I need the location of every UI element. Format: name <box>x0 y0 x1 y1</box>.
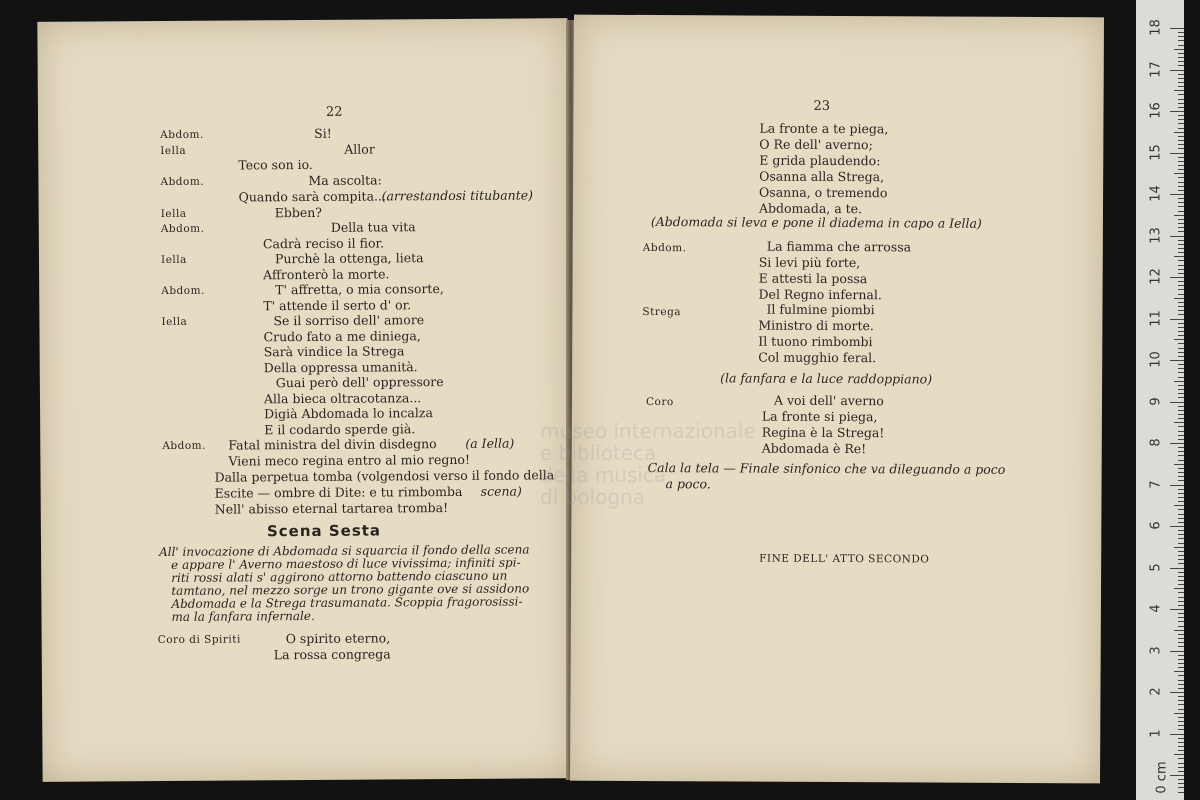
ruler-tick <box>1178 144 1184 145</box>
ruler-tick <box>1178 414 1184 415</box>
verse-line: Della tua vita <box>330 219 416 235</box>
speaker-label: Iella <box>161 315 188 329</box>
speaker-label: Coro <box>645 395 674 409</box>
ruler-tick <box>1178 543 1184 544</box>
verse-line: A voi dell' averno <box>773 392 884 409</box>
ruler-tick <box>1178 667 1184 668</box>
ruler-tick <box>1174 339 1184 340</box>
ruler-tick <box>1178 45 1184 46</box>
stage-note: (arrestandosi titubante) <box>381 187 534 204</box>
ruler-tick <box>1178 472 1184 473</box>
ruler-number: 12 <box>1148 268 1164 285</box>
ruler-tick <box>1178 725 1184 726</box>
ruler-tick <box>1178 103 1184 104</box>
ruler-tick <box>1178 435 1184 436</box>
verse-line: Teco son io. <box>238 156 313 173</box>
ruler-tick <box>1178 123 1184 124</box>
ruler-tick <box>1178 597 1184 598</box>
ruler-tick <box>1178 82 1184 83</box>
verse-line: Osanna alla Strega, <box>759 168 885 185</box>
watermark-line: museo internazionale <box>540 419 756 443</box>
ruler-tick <box>1178 348 1184 349</box>
ruler-tick <box>1170 236 1184 237</box>
ruler-number: 16 <box>1148 102 1164 119</box>
verse-line: Si levi più forte, <box>758 254 861 271</box>
ruler-tick <box>1178 626 1184 627</box>
ruler-number: 14 <box>1148 185 1164 202</box>
speaker-label: Abdom. <box>160 222 205 236</box>
ruler-tick <box>1174 671 1184 672</box>
ruler-tick <box>1178 696 1184 697</box>
ruler-tick <box>1178 32 1184 33</box>
speaker-label: Abdom. <box>160 128 204 142</box>
stage-direction-line: tamtano, nel mezzo sorge un trono gigante ove si assidono <box>171 581 530 598</box>
verse-line: Il fulmine piombi <box>766 301 875 318</box>
measurement-ruler <box>1136 0 1184 800</box>
ruler-tick <box>1178 165 1184 166</box>
ruler-number: 11 <box>1148 309 1164 327</box>
ruler-tick <box>1170 443 1184 444</box>
verse-line: O Re dell' averno; <box>759 136 873 153</box>
ruler-tick <box>1178 447 1184 448</box>
ruler-tick <box>1178 265 1184 266</box>
ruler-tick <box>1178 182 1184 183</box>
ruler-tick <box>1178 107 1184 108</box>
ruler-tick <box>1174 256 1184 257</box>
ruler-tick <box>1178 248 1184 249</box>
ruler-tick <box>1178 119 1184 120</box>
ruler-tick <box>1170 194 1184 195</box>
watermark-line: della musica <box>540 463 667 487</box>
ruler-tick <box>1178 717 1184 718</box>
ruler-tick <box>1178 74 1184 75</box>
verse-line: Dalla perpetua tomba (volgendosi verso il fondo della <box>214 467 555 485</box>
stage-direction: (Abdomada si leva e pone il diadema in capo a Iella) <box>650 214 982 231</box>
ruler-tick <box>1178 281 1184 282</box>
ruler-tick <box>1178 476 1184 477</box>
ruler-number: 7 <box>1148 479 1164 489</box>
verse-line: Ebben? <box>274 204 323 221</box>
ruler-tick <box>1178 522 1184 523</box>
ruler-number: 9 <box>1148 396 1164 406</box>
verse-line: T' affretta, o mia consorte, <box>275 281 444 298</box>
ruler-tick <box>1178 480 1184 481</box>
ruler-tick <box>1178 509 1184 510</box>
ruler-tick <box>1178 136 1184 137</box>
ruler-tick <box>1178 646 1184 647</box>
ruler-tick <box>1178 364 1184 365</box>
ruler-tick <box>1178 65 1184 66</box>
ruler-tick <box>1174 132 1184 133</box>
ruler-tick <box>1178 211 1184 212</box>
ruler-tick <box>1178 729 1184 730</box>
ruler-tick <box>1178 78 1184 79</box>
ruler-tick <box>1178 385 1184 386</box>
stage-direction-line: Abdomada e la Strega trasumanata. Scoppia fragorosissi- <box>171 594 523 611</box>
stage-note: (a Iella) <box>465 435 515 451</box>
ruler-tick <box>1178 418 1184 419</box>
speaker-label: Abdom. <box>642 241 687 255</box>
ruler-tick <box>1178 202 1184 203</box>
ruler-tick <box>1178 680 1184 681</box>
verse-line: E grida plaudendo: <box>759 152 881 169</box>
ruler-tick <box>1178 514 1184 515</box>
ruler-tick <box>1170 526 1184 527</box>
ruler-tick <box>1178 738 1184 739</box>
ruler-tick <box>1170 734 1184 735</box>
ruler-tick <box>1178 406 1184 407</box>
ruler-tick <box>1178 489 1184 490</box>
ruler-number: 10 <box>1148 351 1164 368</box>
verse-line: Crudo fato a me diniega, <box>263 328 421 345</box>
verse-line: Alla bieca oltracotanza... <box>263 390 422 407</box>
ruler-tick <box>1178 709 1184 710</box>
ruler-tick <box>1178 331 1184 332</box>
watermark <box>540 420 756 508</box>
ruler-tick <box>1170 775 1184 776</box>
ruler-number: 17 <box>1148 60 1164 78</box>
curtain-direction: Cala la tela — Finale sinfonico che va dileguando a poco <box>647 460 1006 477</box>
ruler-tick <box>1178 431 1184 432</box>
ruler-tick <box>1170 28 1184 29</box>
ruler-tick <box>1178 551 1184 552</box>
ruler-tick <box>1178 231 1184 232</box>
ruler-tick <box>1178 343 1184 344</box>
ruler-tick <box>1178 140 1184 141</box>
ruler-tick <box>1178 410 1184 411</box>
ruler-number: 13 <box>1148 226 1164 244</box>
ruler-tick <box>1178 368 1184 369</box>
ruler-tick <box>1178 675 1184 676</box>
ruler-tick <box>1170 651 1184 652</box>
verse-line: Affronterò la morte. <box>263 266 390 283</box>
speaker-label: Coro di Spiriti <box>157 633 241 647</box>
ruler-tick <box>1170 402 1184 403</box>
ruler-tick <box>1178 206 1184 207</box>
ruler-tick <box>1174 49 1184 50</box>
ruler-tick <box>1178 289 1184 290</box>
ruler-tick <box>1178 771 1184 772</box>
stage-direction-line: All' invocazione di Abdomada si squarcia il fondo della scena <box>159 542 530 560</box>
ruler-tick <box>1178 742 1184 743</box>
ruler-tick <box>1178 750 1184 751</box>
ruler-tick <box>1178 559 1184 560</box>
ruler-tick <box>1178 128 1184 129</box>
ruler-tick <box>1178 493 1184 494</box>
ruler-tick <box>1178 169 1184 170</box>
ruler-tick <box>1178 310 1184 311</box>
ruler-tick <box>1170 70 1184 71</box>
verse-line: La fronte a te piega, <box>759 120 889 137</box>
ruler-tick <box>1178 746 1184 747</box>
verse-line: E il codardo sperde già. <box>264 421 416 438</box>
page-number: 22 <box>325 104 343 120</box>
verse-line: Della oppressa umanità. <box>263 359 418 376</box>
ruler-tick <box>1170 360 1184 361</box>
ruler-tick <box>1178 327 1184 328</box>
ruler-tick <box>1178 393 1184 394</box>
speaker-label: Abdom. <box>160 175 205 189</box>
verse-line: Ma ascolta: <box>308 172 382 188</box>
ruler-tick <box>1174 422 1184 423</box>
verse-line: Quando sarà compita.... <box>238 188 390 205</box>
verse-line: Se il sorriso dell' amore <box>273 312 425 329</box>
ruler-tick <box>1178 451 1184 452</box>
verse-line: Sarà vindice la Strega <box>263 343 405 360</box>
ruler-tick <box>1170 568 1184 569</box>
ruler-tick <box>1178 86 1184 87</box>
stage-note: scena) <box>480 483 522 499</box>
ruler-number: 5 <box>1148 562 1164 572</box>
ruler-tick <box>1178 219 1184 220</box>
ruler-tick <box>1178 99 1184 100</box>
ruler-tick <box>1178 642 1184 643</box>
verse-line: La fiamma che arrossa <box>766 238 912 255</box>
ruler-number: 15 <box>1148 143 1164 161</box>
ruler-tick <box>1178 306 1184 307</box>
verse-line: Abdomada, a te. <box>758 200 863 217</box>
ruler-tick <box>1178 115 1184 116</box>
ruler-tick <box>1178 601 1184 602</box>
ruler-tick <box>1178 468 1184 469</box>
ruler-tick <box>1178 352 1184 353</box>
ruler-tick <box>1178 314 1184 315</box>
ruler-tick <box>1178 335 1184 336</box>
ruler-tick <box>1174 505 1184 506</box>
ruler-tick <box>1174 588 1184 589</box>
verse-line: Guai però dell' oppressore <box>275 374 444 391</box>
verse-line: Fatal ministra del divin disdegno <box>228 436 437 453</box>
ruler-tick <box>1178 94 1184 95</box>
ruler-tick <box>1178 186 1184 187</box>
verse-line: Purchè la ottenga, lieta <box>274 250 424 267</box>
ruler-tick <box>1178 223 1184 224</box>
stage-direction-line: riti rossi alati s' aggirono attorno battendo ciascuno un <box>171 568 508 585</box>
ruler-tick <box>1178 161 1184 162</box>
verse-line: Si! <box>314 125 332 141</box>
ruler-tick <box>1174 754 1184 755</box>
ruler-tick <box>1178 721 1184 722</box>
ruler-tick <box>1178 700 1184 701</box>
ruler-tick <box>1178 57 1184 58</box>
ruler-tick <box>1178 592 1184 593</box>
verse-line: Il tuono rimbombi <box>758 333 873 350</box>
verse-line: O spirito eterno, <box>285 630 391 647</box>
verse-line: Osanna, o tremendo <box>759 184 888 201</box>
ruler-tick <box>1178 497 1184 498</box>
verse-line: Col mugghio feral. <box>758 349 877 366</box>
ruler-number: 2 <box>1148 687 1164 696</box>
ruler-tick <box>1178 617 1184 618</box>
ruler-tick <box>1170 111 1184 112</box>
ruler-tick <box>1178 530 1184 531</box>
ruler-tick <box>1170 153 1184 154</box>
speaker-label: Abdom. <box>162 439 207 452</box>
ruler-tick <box>1178 584 1184 585</box>
speaker-label: Iella <box>160 144 187 158</box>
ruler-tick <box>1178 758 1184 759</box>
ruler-tick <box>1174 630 1184 631</box>
ruler-tick <box>1178 177 1184 178</box>
ruler-tick <box>1178 269 1184 270</box>
verse-line: La rossa congrega <box>273 646 391 663</box>
page-number: 23 <box>813 98 831 114</box>
ruler-tick <box>1178 148 1184 149</box>
ruler-unit: 0 cm <box>1154 761 1170 794</box>
curtain-direction: a poco. <box>665 476 711 492</box>
stage-direction: (la fanfara e la luce raddoppiano) <box>720 370 933 387</box>
ruler-tick <box>1178 377 1184 378</box>
verse-line: Escite — ombre di Dite: e tu rimbomba <box>214 483 463 501</box>
ruler-tick <box>1178 240 1184 241</box>
ruler-tick <box>1170 609 1184 610</box>
ruler-tick <box>1178 323 1184 324</box>
ruler-tick <box>1170 277 1184 278</box>
ruler-tick <box>1178 534 1184 535</box>
speaker-label: Abdom. <box>161 284 205 298</box>
ruler-tick <box>1178 704 1184 705</box>
ruler-tick <box>1178 244 1184 245</box>
ruler-tick <box>1178 763 1184 764</box>
verse-line: Vieni meco regina entro al mio regno! <box>228 451 471 469</box>
ruler-number: 6 <box>1148 521 1164 530</box>
stage-direction-line: ma la fanfara infernale. <box>171 608 315 624</box>
ruler-tick <box>1178 61 1184 62</box>
verse-line: Digià Abdomada lo incalza <box>264 405 433 422</box>
ruler-tick <box>1178 792 1184 793</box>
ruler-tick <box>1178 787 1184 788</box>
ruler-tick <box>1178 227 1184 228</box>
ruler-tick <box>1174 464 1184 465</box>
ruler-tick <box>1178 605 1184 606</box>
ruler-tick <box>1178 613 1184 614</box>
verse-line: E attesti la possa <box>758 270 868 287</box>
ruler-tick <box>1178 389 1184 390</box>
ruler-tick <box>1178 294 1184 295</box>
verse-line: Del Regno infernal. <box>758 286 882 303</box>
ruler-tick <box>1178 518 1184 519</box>
right-page <box>570 15 1104 784</box>
left-page <box>37 18 572 782</box>
ruler-tick <box>1178 260 1184 261</box>
speaker-label: Iella <box>160 253 187 267</box>
verse-line: Nell' abisso eternal tartarea tromba! <box>214 500 449 517</box>
ruler-tick <box>1178 273 1184 274</box>
ruler-number: 18 <box>1148 19 1164 36</box>
ruler-tick <box>1178 767 1184 768</box>
ruler-tick <box>1178 621 1184 622</box>
ruler-tick <box>1178 638 1184 639</box>
ruler-tick <box>1178 684 1184 685</box>
ruler-tick <box>1178 252 1184 253</box>
ruler-tick <box>1178 190 1184 191</box>
ruler-tick <box>1178 40 1184 41</box>
ruler-number: 3 <box>1148 645 1164 655</box>
ruler-tick <box>1178 659 1184 660</box>
act-end-text: FINE DELL' ATTO SECONDO <box>759 552 930 566</box>
ruler-tick <box>1178 580 1184 581</box>
ruler-tick <box>1178 285 1184 286</box>
verse-line: T' attende il serto d' or. <box>263 297 412 314</box>
ruler-tick <box>1178 538 1184 539</box>
ruler-tick <box>1178 302 1184 303</box>
ruler-tick <box>1178 397 1184 398</box>
ruler-tick <box>1174 215 1184 216</box>
ruler-tick <box>1178 576 1184 577</box>
ruler-tick <box>1174 381 1184 382</box>
ruler-tick <box>1178 198 1184 199</box>
ruler-tick <box>1178 460 1184 461</box>
verse-line: Regina è la Strega! <box>761 424 885 441</box>
verse-line: Abdomada è Re! <box>761 440 867 457</box>
ruler-tick <box>1178 572 1184 573</box>
verse-line: Allor <box>344 141 375 157</box>
ruler-tick <box>1178 439 1184 440</box>
ruler-tick <box>1178 663 1184 664</box>
ruler-tick <box>1178 779 1184 780</box>
ruler-tick <box>1178 655 1184 656</box>
scene-heading: Scena Sesta <box>266 521 382 541</box>
ruler-tick <box>1178 634 1184 635</box>
ruler-tick <box>1178 563 1184 564</box>
ruler-tick <box>1178 783 1184 784</box>
verse-line: Cadrà reciso il fior. <box>262 235 385 252</box>
verse-line: La fronte si piega, <box>761 408 878 425</box>
ruler-number: 1 <box>1148 728 1164 738</box>
ruler-tick <box>1178 688 1184 689</box>
ruler-tick <box>1170 692 1184 693</box>
verse-line: Ministro di morte. <box>758 317 874 334</box>
ruler-tick <box>1174 90 1184 91</box>
ruler-tick <box>1178 501 1184 502</box>
speaker-label: Strega <box>642 305 682 319</box>
ruler-tick <box>1170 319 1184 320</box>
ruler-tick <box>1178 555 1184 556</box>
ruler-number: 8 <box>1148 438 1164 447</box>
ruler-tick <box>1178 157 1184 158</box>
ruler-tick <box>1178 426 1184 427</box>
ruler-tick <box>1178 36 1184 37</box>
ruler-tick <box>1174 298 1184 299</box>
ruler-tick <box>1174 547 1184 548</box>
stage-direction-line: e appare l' Averno maestoso di luce vivissima; infiniti spi- <box>171 555 521 572</box>
ruler-tick <box>1170 485 1184 486</box>
ruler-tick <box>1178 372 1184 373</box>
ruler-tick <box>1178 53 1184 54</box>
speaker-label: Iella <box>160 207 187 221</box>
ruler-tick <box>1174 173 1184 174</box>
ruler-tick <box>1178 356 1184 357</box>
ruler-tick <box>1174 713 1184 714</box>
watermark-line: e biblioteca <box>540 441 657 465</box>
ruler-tick <box>1178 455 1184 456</box>
ruler-number: 4 <box>1148 604 1164 613</box>
watermark-line: di bologna <box>540 485 645 509</box>
